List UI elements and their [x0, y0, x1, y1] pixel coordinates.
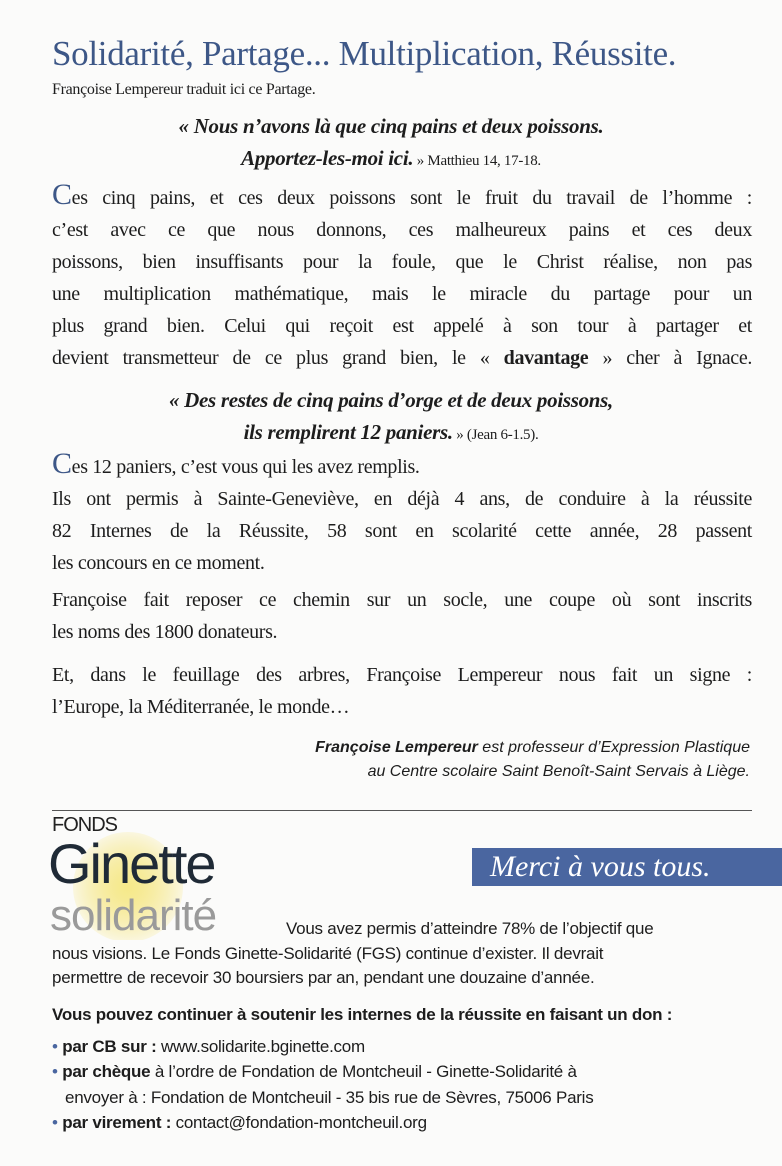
email-link[interactable]: contact@fondation-montcheuil.org — [171, 1113, 427, 1132]
line: 82 Internes de la Réussite, 58 sont en scolarité cette année, 28 passent — [52, 520, 752, 542]
quote-close: » — [413, 153, 424, 169]
bullet-cheque-line-2: envoyer à : Fondation de Montcheuil - 35 bis rue de Sèvres, 75006 Paris — [65, 1088, 594, 1107]
text: » cher à Ignace. — [588, 347, 752, 369]
bullet-virement — [52, 1112, 427, 1133]
text: devient transmetteur de ce plus grand bien, le « — [52, 347, 504, 369]
bullet-icon: • — [52, 1113, 63, 1132]
quote-1-line-1: « Nous n’avons là que cinq pains et deux poissons. — [178, 114, 604, 138]
line: Françoise fait reposer ce chemin sur un socle, une coupe où sont inscrits — [52, 589, 752, 611]
line: poissons, bien insuffisants pour la foule, que le Christ réalise, non pas — [52, 251, 752, 273]
drop-cap: C — [52, 447, 72, 480]
author-credit — [315, 738, 750, 758]
donation-call: Vous pouvez continuer à soutenir les internes de la réussite en faisant un don : — [52, 1005, 673, 1024]
thanks-banner: Merci à vous tous. — [472, 848, 782, 886]
line: les noms des 1800 donateurs. — [52, 621, 278, 643]
bullet-icon: • — [52, 1062, 63, 1081]
quote-2-line-1: « Des restes de cinq pains d’orge et de deux poissons, — [168, 388, 614, 412]
text: es cinq pains, et ces deux poissons sont le fruit du travail de l’homme : — [71, 187, 752, 209]
fonds-ginette-logo — [48, 815, 288, 940]
logo-ginette: Ginette — [48, 832, 215, 895]
line: c’est avec ce que nous donnons, ces malheureux pains et ces deux — [52, 219, 752, 241]
quote-2-line-2 — [0, 420, 782, 448]
bullet-cheque — [52, 1061, 577, 1082]
fgs-line: Vous avez permis d’atteindre 78% de l’objectif que — [286, 919, 654, 938]
label: par chèque — [62, 1062, 151, 1081]
line — [52, 346, 752, 370]
quote-ref: (Jean 6-1.5). — [463, 427, 539, 443]
quote-close: » — [452, 427, 464, 443]
fgs-line: nous visions. Le Fonds Ginette-Solidarité (FGS) continue d’exister. Il devrait — [52, 944, 604, 963]
logo-fonds: FONDS — [52, 814, 117, 836]
quote-text: ils remplirent 12 paniers. — [243, 420, 453, 444]
author-credit-line-2: au Centre scolaire Saint Benoît-Saint Servais à Liège. — [367, 763, 750, 780]
text: à l’ordre de Fondation de Montcheuil - Ginette-Solidarité à — [150, 1062, 577, 1081]
bold-text: davantage — [503, 347, 589, 369]
label: par virement : — [62, 1113, 172, 1132]
line: Et, dans le feuillage des arbres, Françoise Lempereur nous fait un signe : — [52, 664, 752, 686]
line: plus grand bien. Celui qui reçoit est appelé à son tour à partager et — [52, 315, 752, 337]
text: es 12 paniers, c’est vous qui les avez remplis. — [71, 456, 420, 478]
website-link[interactable]: www.solidarite.bginette.com — [156, 1037, 365, 1056]
divider — [52, 810, 752, 811]
text: est professeur d’Expression Plastique — [477, 739, 750, 756]
line — [52, 447, 752, 480]
bullet-icon: • — [52, 1037, 63, 1056]
bullet-cb — [52, 1036, 365, 1057]
fgs-line: permettre de recevoir 30 boursiers par an, pendant une douzaine d’année. — [52, 968, 595, 987]
line — [52, 178, 752, 211]
line: une multiplication mathématique, mais le miracle du partage pour un — [52, 283, 752, 305]
line: les concours en ce moment. — [52, 552, 265, 574]
subtitle: Françoise Lempereur traduit ici ce Partage. — [52, 81, 316, 98]
author-name: Françoise Lempereur — [315, 739, 478, 756]
line: Ils ont permis à Sainte-Geneviève, en déjà 4 ans, de conduire à la réussite — [52, 488, 752, 510]
label: par CB sur : — [62, 1037, 157, 1056]
quote-1-line-2 — [0, 146, 782, 174]
line: l’Europe, la Méditerranée, le monde… — [52, 696, 350, 718]
page-title: Solidarité, Partage... Multiplication, Réussite. — [52, 34, 677, 73]
quote-text: Apportez-les-moi ici. — [241, 146, 414, 170]
logo-solidarite: solidarité — [50, 891, 217, 940]
drop-cap: C — [52, 178, 72, 211]
quote-ref: Matthieu 14, 17-18. — [423, 153, 541, 169]
